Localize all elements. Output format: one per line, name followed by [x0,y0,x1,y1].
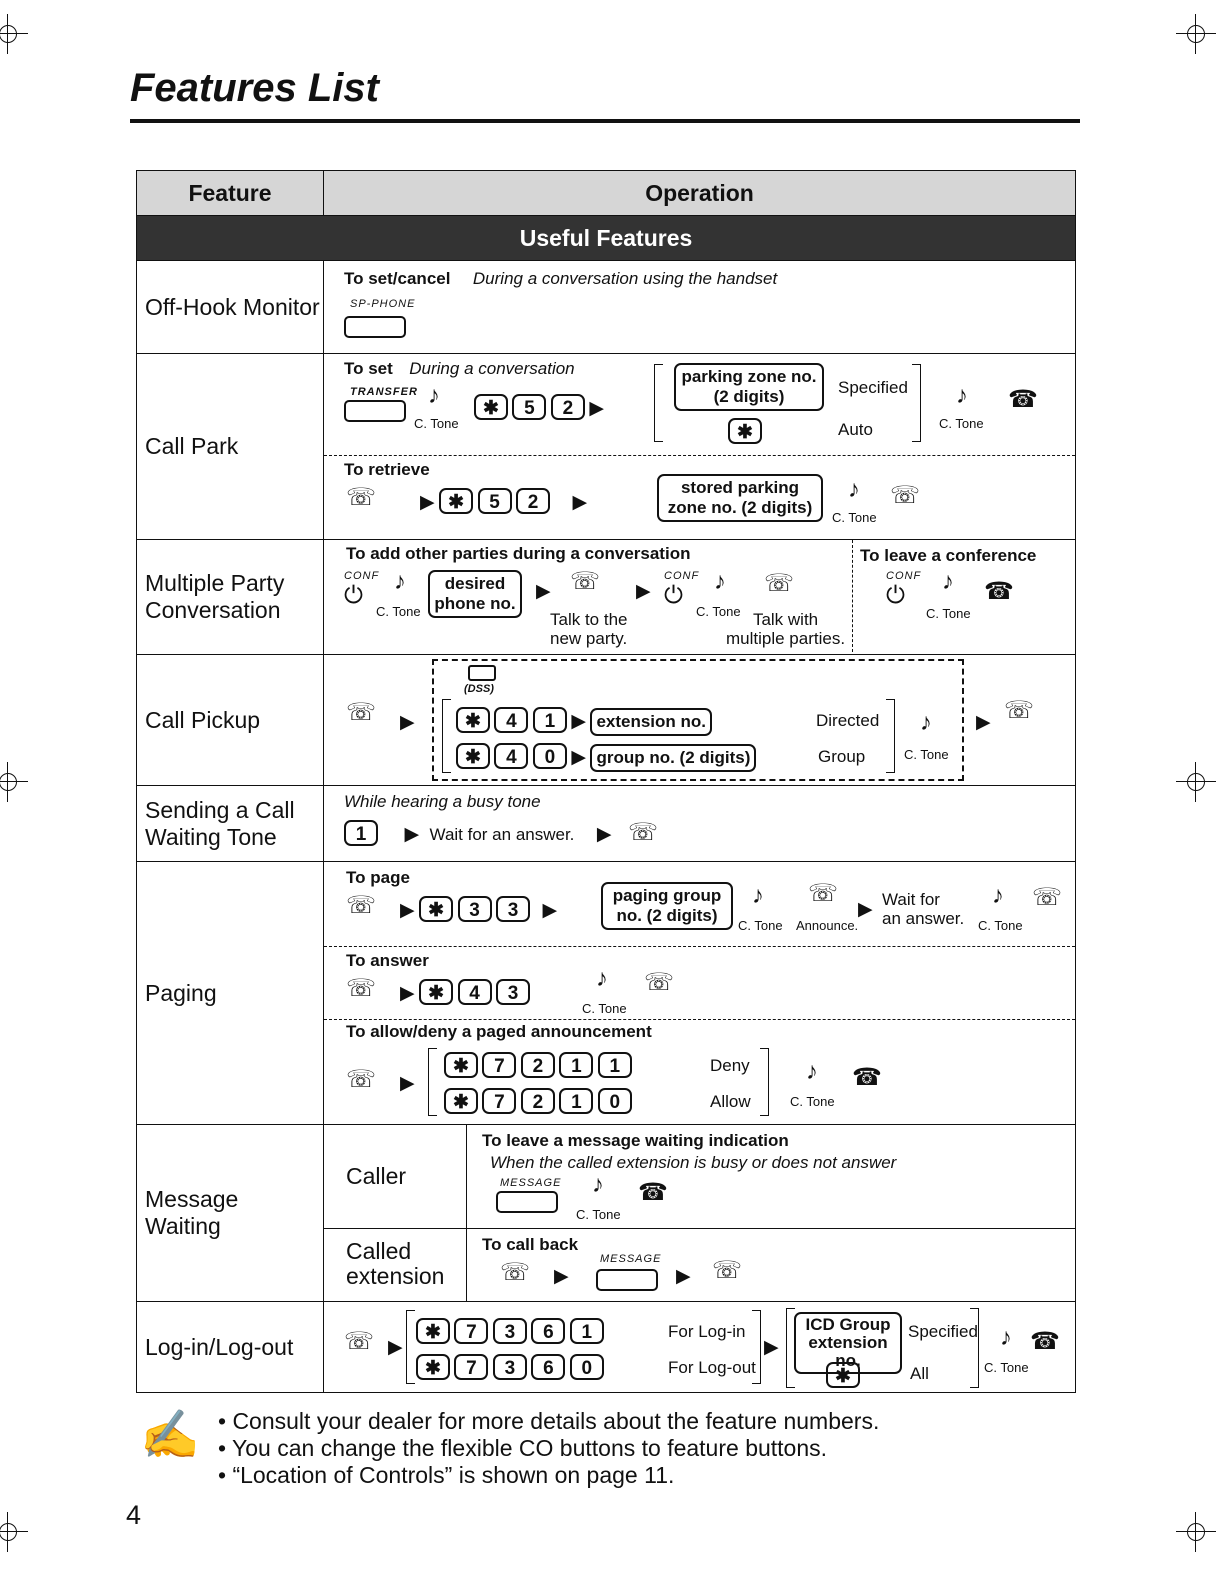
key-0: 0 [533,743,567,769]
feature-call-waiting-line1: Sending a Call [145,796,295,823]
feature-message-waiting-line1: Message [145,1186,239,1212]
label-leave-conference: To leave a conference [860,546,1037,565]
op-login-logout [324,1302,1076,1393]
key-1: 1 [598,1052,632,1078]
notes-list [218,1408,879,1489]
off-hook-icon: ☏ [346,892,377,919]
registration-mark-icon [1176,1512,1216,1552]
key-star: ✱ [416,1318,450,1344]
key-7: 7 [482,1052,516,1078]
label-auto: Auto [838,420,873,439]
op-multiple-party [324,540,1076,655]
talk-icon: ☏ [808,880,839,907]
confirmation-tone-icon: ♪ [596,965,608,992]
called-line2: extension [346,1263,445,1289]
note-pad-icon: ✍ [140,1409,200,1462]
title-rule [130,119,1080,123]
confirmation-tone-icon: ♪ [714,568,726,595]
key-0: 0 [570,1354,604,1380]
label-deny: Deny [710,1056,750,1075]
hang-up-icon: ☎ [638,1179,668,1206]
key-5: 5 [478,488,512,514]
registration-mark-icon [1176,14,1216,54]
label-caller: Caller [346,1163,407,1189]
features-table [136,170,1076,1393]
key-3: 3 [458,896,492,922]
page-title: Features List [130,66,379,110]
label-allow-deny: To allow/deny a paged announcement [346,1022,652,1041]
hang-up-icon: ☎ [852,1064,882,1091]
dss-button-icon [468,665,496,681]
registration-mark-icon [0,1512,28,1552]
c-tone-label: C. Tone [939,416,984,431]
off-hook-icon: ☏ [500,1259,531,1286]
note-item: • Consult your dealer for more details about the feature numbers. [218,1408,880,1434]
feature-off-hook-monitor: Off-Hook Monitor [137,261,324,354]
bracket-left [654,364,663,442]
confirmation-tone-icon: ♪ [1000,1324,1012,1351]
c-tone-label: C. Tone [978,918,1023,933]
arrow-icon: ▶ [571,711,586,732]
key-3: 3 [496,896,530,922]
page-number: 4 [126,1500,142,1530]
wait-for-answer: Wait for an answer. [882,890,965,928]
feature-multiple-party [137,540,324,655]
registration-mark-icon [1176,762,1216,802]
confirmation-tone-icon: ♪ [394,568,406,595]
feature-call-waiting [137,786,324,862]
key-7: 7 [454,1318,488,1344]
c-tone-label: C. Tone [926,606,971,621]
key-star: ✱ [416,1354,450,1380]
conf-button-icon: ⏻ [886,582,905,609]
label-to-retrieve: To retrieve [344,460,430,479]
sp-phone-caption: SP-PHONE [350,298,416,310]
arrow-icon: ▶ [400,900,415,921]
talk-icon: ☏ [764,570,795,597]
group-no-box: group no. (2 digits) [590,744,756,772]
sp-phone-button-icon [344,316,406,338]
c-tone-label: C. Tone [376,604,421,619]
key-1: 1 [559,1052,593,1078]
message-button-icon [596,1269,658,1291]
arrow-icon: ▶ [572,492,588,513]
talk-icon: ☏ [1004,697,1035,724]
key-2: 2 [516,488,550,514]
bracket-right [886,699,895,773]
bracket-right [970,1308,979,1388]
op-paging [324,862,1076,1125]
feature-multiple-party-line2: Conversation [145,597,281,623]
parking-zone-box: parking zone no. (2 digits) [674,363,824,411]
feature-multiple-party-line1: Multiple Party [145,570,285,596]
arrow-icon: ▶ [400,712,415,733]
key-star: ✱ [419,896,453,922]
key-4: 4 [494,743,528,769]
confirmation-tone-icon: ♪ [752,882,764,909]
c-tone-label: C. Tone [984,1360,1029,1375]
label-leave-message: To leave a message waiting indication [482,1131,789,1150]
feature-message-waiting-line2: Waiting [145,1213,221,1239]
dss-caption: (DSS) [464,683,494,695]
arrow-icon: ▶ [976,712,991,733]
note-item: • “Location of Controls” is shown on page 11. [218,1462,675,1488]
arrow-icon: ▶ [589,398,604,419]
header-operation: Operation [324,171,1076,216]
key-0: 0 [598,1088,632,1114]
op-call-waiting [324,786,1076,862]
talk-icon: ☏ [627,819,658,846]
arrow-icon: ▶ [764,1337,779,1358]
off-hook-icon: ☏ [346,699,377,726]
key-star: ✱ [474,394,508,420]
talk-icon: ☏ [890,482,921,509]
label-add-parties: To add other parties during a conversation [346,544,691,563]
feature-paging: Paging [137,862,324,1125]
label-directed: Directed [816,711,880,730]
arrow-icon: ▶ [388,1337,403,1358]
conf-button-icon: ⏻ [344,582,363,609]
op-call-pickup [324,655,1076,786]
arrow-icon: ▶ [858,899,873,920]
feature-message-waiting [137,1125,324,1302]
key-7: 7 [482,1088,516,1114]
key-star: ✱ [456,707,490,733]
key-star: ✱ [444,1052,478,1078]
bracket-right [912,364,921,442]
label-for-login: For Log-in [668,1322,746,1341]
key-2: 2 [521,1052,555,1078]
c-tone-label: C. Tone [738,918,783,933]
off-hook-icon: ☏ [346,484,377,511]
arrow-icon: ▶ [596,824,612,845]
label-to-answer: To answer [346,951,429,970]
off-hook-icon: ☏ [344,1328,375,1355]
label-for-logout: For Log-out [668,1358,756,1377]
label-call-back: To call back [482,1235,579,1254]
key-star: ✱ [419,979,453,1005]
label-announce: Announce. [796,918,859,933]
key-6: 6 [531,1318,565,1344]
extension-no-box: extension no. [590,708,712,736]
arrow-icon: ▶ [542,900,558,921]
section-useful-features: Useful Features [137,216,1076,261]
confirmation-tone-icon: ♪ [942,568,954,595]
label-allow: Allow [710,1092,751,1111]
called-line1: Called [346,1238,412,1264]
confirmation-tone-icon: ♪ [992,882,1004,909]
key-1: 1 [559,1088,593,1114]
bracket-left [406,1310,415,1384]
arrow-icon: ▶ [400,1073,415,1094]
op-call-park [324,354,1076,540]
feature-login-logout: Log-in/Log-out [137,1302,324,1393]
c-tone-label: C. Tone [582,1001,627,1016]
key-3: 3 [496,979,530,1005]
op-off-hook-monitor [324,261,1076,354]
label-to-set: To set [344,359,393,378]
message-button-icon [496,1191,558,1213]
c-tone-label: C. Tone [576,1207,621,1222]
note-item: • You can change the flexible CO buttons to feature buttons. [218,1435,828,1461]
label-to-set-cancel: To set/cancel [344,269,451,288]
note-handset: During a conversation using the handset [472,269,778,288]
key-4: 4 [494,707,528,733]
key-2: 2 [521,1088,555,1114]
key-1: 1 [533,707,567,733]
talk-multiple-parties: Talk with multiple parties. [726,610,846,648]
note-during-conversation: During a conversation [409,359,575,378]
key-4: 4 [458,979,492,1005]
label-specified: Specified [908,1322,978,1341]
wait-for-answer: Wait for an answer. [429,825,575,844]
transfer-caption: TRANSFER [350,386,418,398]
c-tone-label: C. Tone [414,416,459,431]
key-3: 3 [493,1354,527,1380]
key-2: 2 [551,394,585,420]
key-6: 6 [531,1354,565,1380]
paging-group-box: paging group no. (2 digits) [601,882,733,930]
stored-parking-box: stored parking zone no. (2 digits) [657,474,823,522]
key-star: ✱ [826,1362,860,1388]
hang-up-icon: ☎ [1008,386,1038,413]
confirmation-tone-icon: ♪ [956,382,968,409]
talk-icon: ☏ [644,969,675,996]
hang-up-icon: ☎ [1030,1328,1060,1355]
key-1: 1 [570,1318,604,1344]
key-star: ✱ [439,488,473,514]
key-1: 1 [344,820,378,846]
desired-phone-box: desired phone no. [428,570,522,618]
label-called-extension [346,1239,444,1289]
feature-call-park: Call Park [137,354,324,540]
label-group: Group [818,747,866,766]
c-tone-label: C. Tone [696,604,741,619]
bracket-right [760,1048,769,1116]
confirmation-tone-icon: ♪ [806,1058,818,1085]
label-all: All [910,1364,929,1383]
arrow-icon: ▶ [554,1266,569,1287]
arrow-icon: ▶ [636,581,651,602]
key-star: ✱ [728,418,762,444]
registration-mark-icon [0,762,28,802]
message-caption: MESSAGE [500,1177,562,1189]
key-star: ✱ [456,743,490,769]
conf-caption: CONF [886,570,922,582]
header-feature: Feature [137,171,324,216]
off-hook-icon: ☏ [346,1066,377,1093]
note-busy-tone: While hearing a busy tone [344,792,541,811]
confirmation-tone-icon: ♪ [428,382,440,409]
bracket-left [428,1048,437,1116]
talk-icon: ☏ [570,568,601,595]
transfer-button-icon [344,400,406,422]
op-message-waiting [324,1125,1076,1302]
arrow-icon: ▶ [536,581,551,602]
key-star: ✱ [444,1088,478,1114]
key-5: 5 [512,394,546,420]
key-7: 7 [454,1354,488,1380]
off-hook-icon: ☏ [346,975,377,1002]
feature-call-pickup: Call Pickup [137,655,324,786]
registration-mark-icon [0,14,28,54]
conf-button-icon: ⏻ [664,582,683,609]
arrow-icon: ▶ [404,824,420,845]
c-tone-label: C. Tone [790,1094,835,1109]
talk-new-party: Talk to the new party. [550,610,628,648]
divider [852,540,853,652]
label-specified: Specified [838,378,908,397]
bracket-right [752,1310,761,1384]
confirmation-tone-icon: ♪ [920,709,932,736]
conf-caption: CONF [664,570,700,582]
arrow-icon: ▶ [420,492,435,513]
key-3: 3 [493,1318,527,1344]
confirmation-tone-icon: ♪ [848,476,860,503]
confirmation-tone-icon: ♪ [592,1171,604,1198]
hang-up-icon: ☎ [984,578,1014,605]
icd-group-box: ICD Group extension no. [794,1312,902,1374]
arrow-icon: ▶ [571,747,586,768]
talk-icon: ☏ [712,1257,743,1284]
feature-call-waiting-line2: Waiting Tone [145,823,277,850]
note-busy-no-answer: When the called extension is busy or does not answer [490,1153,897,1172]
c-tone-label: C. Tone [904,747,949,762]
label-to-page: To page [346,868,410,887]
message-caption: MESSAGE [600,1253,662,1265]
conf-caption: CONF [344,570,380,582]
bracket-left [442,699,451,773]
arrow-icon: ▶ [400,983,415,1004]
arrow-icon: ▶ [676,1266,691,1287]
talk-icon: ☏ [1032,884,1063,911]
c-tone-label: C. Tone [832,510,877,525]
